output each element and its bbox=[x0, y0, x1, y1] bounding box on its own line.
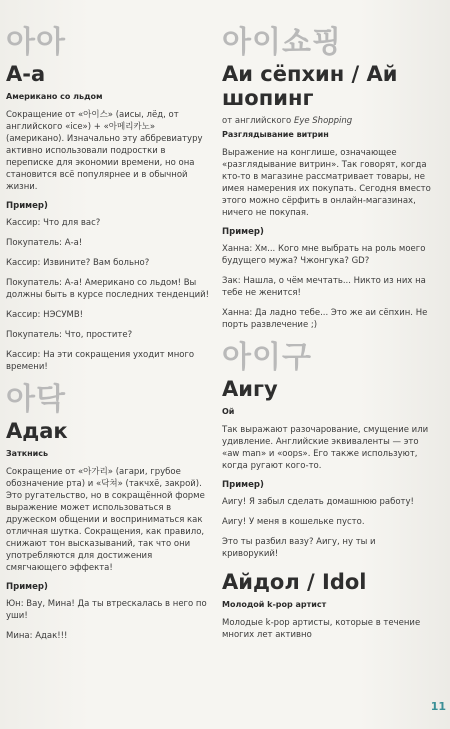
right-column bbox=[222, 26, 432, 651]
example-line: Мина: Адак!!! bbox=[6, 631, 68, 641]
entry-adak bbox=[6, 383, 212, 642]
example-line: Аигу! Я забыл сделать домашнюю работу! bbox=[222, 497, 414, 507]
entry-ai-shopping bbox=[222, 26, 432, 331]
term-heading: Айдол / Idol bbox=[222, 570, 367, 594]
example-line: Покупатель: А-а! Американо со льдом! Вы должны быть в курсе последних тенденций! bbox=[6, 278, 210, 300]
origin-prefix: от английского bbox=[222, 116, 294, 126]
page-number: 11 bbox=[430, 700, 446, 713]
example-line: Ханна: Хм... Кого мне выбрать на роль моего будущего мужа? Чжонгука? GD? bbox=[222, 244, 426, 266]
description-text: Сокращение от «아이스» (аисы, лёд, от английского «ice») + «아메리카노» (американо). Изначально эту аббревиатуру активно использовали подростки в переписке для экономии времени, но она становится всё популярнее и в обычной жизни. bbox=[6, 110, 203, 192]
description-text: Выражение на конглише, означающее «разглядывание витрин». Так говорят, когда кто-то в магазине рассматривает товары, не имея намерения их покупать. Сегодня вместо этого можно сёрфить в онлайн-магазинах, ничего не покупая. bbox=[222, 148, 431, 218]
meaning-label: Молодой k-pop артист bbox=[222, 600, 327, 609]
description-text: Молодые k-pop артисты, которые в течение многих лет активно bbox=[222, 618, 421, 640]
term-heading: Аи сёпхин / Ай шопинг bbox=[222, 62, 398, 110]
hangul-heading: 아이구 bbox=[222, 340, 312, 375]
hangul-heading: 아닥 bbox=[6, 382, 66, 417]
origin-term: Eye Shopping bbox=[293, 116, 353, 126]
description-text: Так выражают разочарование, смущение или удивление. Английские эквиваленты — это «aw man» и «oops». Его также используют, когда ругают кого-то. bbox=[222, 425, 429, 471]
example-line: Юн: Вау, Мина! Да ты втрескалась в него по уши! bbox=[6, 599, 207, 621]
origin-note bbox=[222, 116, 432, 127]
entry-aigu bbox=[222, 341, 432, 560]
description-text: Сокращение от «아가리» (агари, грубое обозначение рта) и «닥쳐» (такчхё, закрой). Это ругательство, но в сокращённой форме выражение может использоваться в дружеском общении и восприниматься как отличная шутка. Сокращения, как правило, снижают тон высказываний, так что они употребляются для достижения смягчающего эффекта! bbox=[6, 467, 205, 573]
example-line: Кассир: НЭСУМВ! bbox=[6, 310, 84, 320]
meaning-label: Заткнись bbox=[6, 449, 49, 458]
example-line: Аигу! У меня в кошельке пусто. bbox=[222, 517, 365, 527]
example-label: Пример) bbox=[222, 227, 264, 237]
example-line: Кассир: Что для вас? bbox=[6, 218, 101, 228]
meaning-label: Американо со льдом bbox=[6, 92, 103, 101]
term-heading: А-а bbox=[6, 62, 46, 86]
example-line: Покупатель: А-а! bbox=[6, 238, 83, 248]
example-line: Зак: Нашла, о чём мечтать... Никто из них на тебе не женится! bbox=[222, 276, 426, 298]
example-line: Это ты разбил вазу? Аигу, ну ты и криворукий! bbox=[222, 537, 376, 559]
term-heading: Адак bbox=[6, 419, 68, 443]
example-line: Кассир: На эти сокращения уходит много времени! bbox=[6, 350, 195, 372]
entry-aa bbox=[6, 26, 212, 373]
meaning-label: Разглядывание витрин bbox=[222, 130, 329, 139]
meaning-label: Ой bbox=[222, 407, 235, 416]
hangul-heading: 아이쇼핑 bbox=[222, 25, 342, 60]
entry-idol bbox=[222, 570, 432, 641]
left-column bbox=[6, 26, 212, 652]
example-label: Пример) bbox=[6, 201, 48, 211]
term-heading: Аигу bbox=[222, 377, 278, 401]
hangul-heading: 아아 bbox=[6, 25, 66, 60]
example-line: Покупатель: Что, простите? bbox=[6, 330, 133, 340]
example-line: Ханна: Да ладно тебе... Это же аи сёпхин. Не порть развлечение ;) bbox=[222, 308, 428, 330]
example-label: Пример) bbox=[6, 582, 48, 592]
example-label: Пример) bbox=[222, 480, 264, 490]
example-line: Кассир: Извините? Вам больно? bbox=[6, 258, 150, 268]
